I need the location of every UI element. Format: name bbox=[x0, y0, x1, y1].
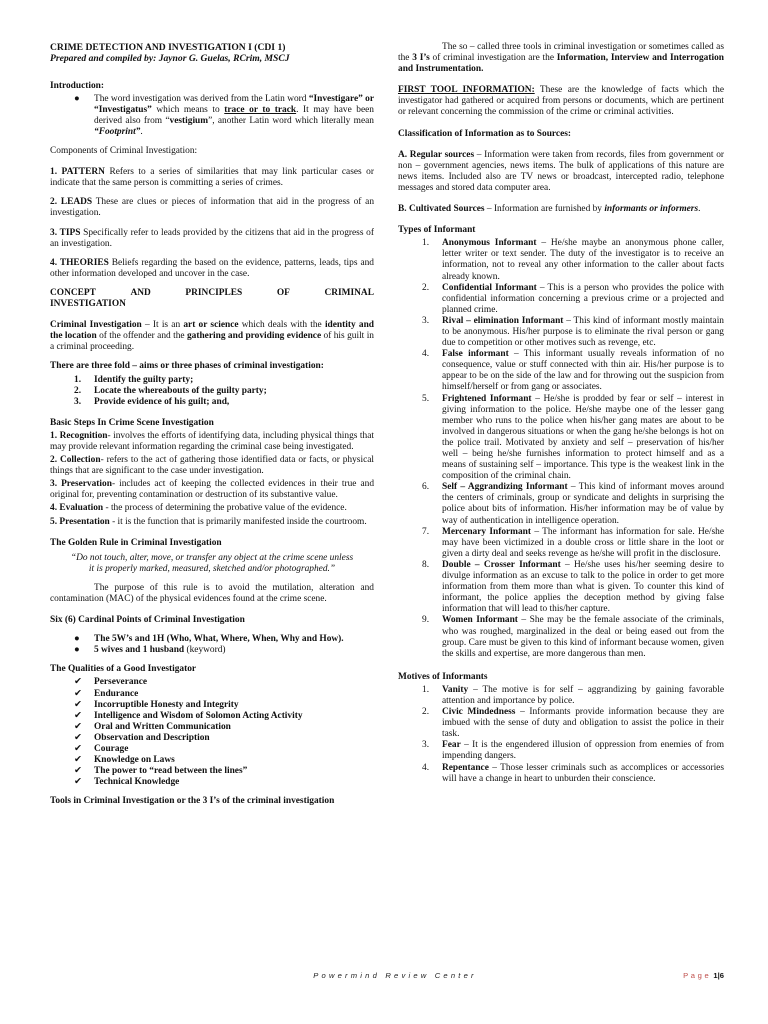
list-item: 1. Vanity – The motive is for self – aggrandizing by gaining favorable attention and importance by police. bbox=[422, 684, 724, 706]
cultivated-sources: B. Cultivated Sources – Information are furnished by informants or informers. bbox=[398, 204, 701, 215]
step-presentation: 5. Presentation - it is the function that is primarily manifested inside the courtroom. bbox=[50, 516, 367, 527]
list-item: 2. Civic Mindedness – Informants provide information because they are imbued with the sense of duty and obligation to assist the police in their task. bbox=[422, 707, 724, 740]
classification-heading: Classification of Information as to Sources: bbox=[398, 128, 571, 139]
list-item: 3. Provide evidence of his guilt; and, bbox=[74, 396, 230, 407]
qualities-list bbox=[50, 677, 374, 788]
cardinal-list bbox=[50, 634, 374, 656]
list-item: 1. Identify the guilty party; bbox=[74, 374, 194, 385]
checkmark-icon: ✔ bbox=[74, 755, 82, 766]
criminal-investigation-definition: Criminal Investigation – It is an art or science which deals with the identity and the location of the offender and the gathering and providing evidence of his guilt in a criminal proceeding. bbox=[50, 320, 374, 353]
list-item: 2. Locate the whereabouts of the guilty party; bbox=[74, 385, 267, 396]
checkmark-icon: ✔ bbox=[74, 677, 82, 688]
list-item: 4. Repentance – Those lesser criminals such as accomplices or accessories will have a change in heart to unburden their conscience. bbox=[422, 762, 724, 784]
list-item: ✔ Incorruptible Honesty and Integrity bbox=[74, 699, 239, 710]
list-item: ✔ Knowledge on Laws bbox=[74, 755, 175, 766]
informant-types-heading: Types of Informant bbox=[398, 225, 476, 236]
list-item: 1. Anonymous Informant – He/she maybe an anonymous phone caller, letter writer or text sender. The duty of the investigator is to receive an information, not to reveal any other information to the caller about facts already known. bbox=[422, 238, 724, 282]
list-item: 4. False informant – This informant usually reveals information of no consequence, value or stuff connected with thin air. His/her purpose is to appear to be on the side of the law and for throwing out the suspicion from himself/herself or from gang or associates. bbox=[422, 349, 725, 393]
list-item: ● 5 wives and 1 husband (keyword) bbox=[74, 645, 226, 656]
qualities-heading: The Qualities of a Good Investigator bbox=[50, 664, 197, 675]
golden-rule-quote: “Do not touch, alter, move, or transfer any object at the crime scene unless it is properly marked, measured, sketched and/or photographed.” bbox=[70, 552, 354, 574]
list-item: ✔ Technical Knowledge bbox=[74, 777, 180, 788]
informant-types-list bbox=[398, 238, 724, 660]
checkmark-icon: ✔ bbox=[74, 744, 82, 755]
cardinal-heading: Six (6) Cardinal Points of Criminal Investigation bbox=[50, 615, 245, 626]
list-item: ✔ Endurance bbox=[74, 688, 139, 699]
footer-center-text: Powermind Review Center bbox=[313, 971, 477, 980]
document-title: CRIME DETECTION AND INVESTIGATION I (CDI 1) bbox=[50, 42, 286, 53]
component-pattern: 1. PATTERN Refers to a series of similarities that may link particular cases or indicate that the same person is committing a series of crimes. bbox=[50, 167, 374, 189]
components-heading: Components of Criminal Investigation: bbox=[50, 146, 198, 157]
first-tool-paragraph: FIRST TOOL INFORMATION: These are the knowledge of facts which the investigator had gathered or acquired from persons or documents, which are pertinent or relevant concerning the commission of the crime or criminal activities. bbox=[398, 85, 724, 118]
bullet-icon: ● bbox=[74, 645, 80, 656]
concept-heading: CONCEPT AND PRINCIPLES OF CRIMINAL bbox=[50, 287, 374, 298]
checkmark-icon: ✔ bbox=[74, 777, 82, 788]
list-item: 6. Self – Aggrandizing Informant – This kind of informant moves around the centers of criminals, group or syndicate and delights in surprising the police about bits of information. His/her information may be of value by way of authentication in intelligence operation. bbox=[422, 482, 725, 526]
component-leads: 2. LEADS These are clues or pieces of information that aid in the progress of an investigation. bbox=[50, 197, 375, 219]
right-column bbox=[398, 42, 724, 793]
step-recognition: 1. Recognition- involves the efforts of identifying data, including physical things that may provide relevant information regarding the criminal case being investigated. bbox=[50, 430, 374, 452]
list-item: ✔ Perseverance bbox=[74, 677, 148, 688]
tools-heading: Tools in Criminal Investigation or the 3 I’s of the criminal investigation bbox=[50, 796, 335, 807]
list-item: ✔ Courage bbox=[74, 744, 129, 755]
list-item: ✔ Observation and Description bbox=[74, 732, 210, 743]
checkmark-icon: ✔ bbox=[74, 766, 82, 777]
golden-rule-heading: The Golden Rule in Criminal Investigation bbox=[50, 537, 222, 548]
regular-sources: A. Regular sources – Information were taken from records, files from government or non – government agencies, news items. The bulk of applications of this nature are news items. Included also are TV news or broadcast, intercepted radio, telephone messages and stored data computer area. bbox=[398, 149, 724, 193]
component-theories: 4. THEORIES Beliefs regarding the based on the evidence, patterns, leads, tips and other information developed and uncover in the case. bbox=[50, 257, 374, 279]
checkmark-icon: ✔ bbox=[74, 710, 82, 721]
list-item: 5. Frightened Informant – He/she is prodded by fear or self – interest in giving information to the police. He/she maybe one of the lesser gang member who runs to the police when his/her gang mates are about to be involved in dangerous situations or when the gang he/she belongs is hot on the police trail. Motivated by anxiety and self – preservation of his/her well – being he/she furnishes information to protect himself and as a means of sustaining self – importance. This type is the weakest link in the composition of the criminal chain. bbox=[422, 393, 724, 482]
threefold-heading: There are three fold – aims or three phases of criminal investigation: bbox=[50, 361, 324, 372]
list-item: 3. Fear – It is the engendered illusion of oppression from enemies of from impending dangers. bbox=[422, 740, 724, 762]
intro-list bbox=[50, 94, 374, 138]
step-collection: 2. Collection- refers to the act of gathering those identified data or facts, or physical things that are significant to the case under investigation. bbox=[50, 455, 374, 477]
list-item: 7. Mercenary Informant – The informant has information for sale. He/she may have been victimized in a double cross or little share in the loot or given a dirty deal and seeks revenge as he/she will profit in the disclosure. bbox=[422, 526, 724, 559]
intro-heading: Introduction: bbox=[50, 80, 105, 91]
step-preservation: 3. Preservation- includes act of keeping the collected evidences in their true and original for, preventing contamination or destruction of its substantive value. bbox=[50, 479, 375, 501]
intro-paragraph: ● The word investigation was derived from the Latin word “Investigare” or “Investigatus” which means to trace or to track. It may have been derived also from “vestigium”, another Latin word which literally mean “Footprint”. bbox=[74, 93, 374, 137]
tools-paragraph: The so – called three tools in criminal investigation or sometimes called as the 3 I’s of criminal investigation are the Information, Interview and Interrogation and Instrumentation. bbox=[398, 42, 724, 75]
checkmark-icon: ✔ bbox=[74, 688, 82, 699]
list-item: 2. Confidential Informant – This is a person who provides the police with confidential information concerning a previous crime or a projected and planned crime. bbox=[422, 282, 724, 315]
list-item: ✔ The power to “read between the lines” bbox=[74, 766, 248, 777]
left-column bbox=[50, 42, 374, 810]
motives-heading: Motives of Informants bbox=[398, 671, 488, 682]
bullet-icon: ● bbox=[74, 93, 80, 104]
checkmark-icon: ✔ bbox=[74, 732, 82, 743]
basic-steps-heading: Basic Steps In Crime Scene Investigation bbox=[50, 417, 214, 428]
component-tips: 3. TIPS Specifically refer to leads provided by the citizens that aid in the progress of an investigation. bbox=[50, 227, 374, 249]
list-item: 9. Women Informant – She may be the female associate of the criminals, who was roughed, marginalized in the deal or being eased out from the group. Care must be given to this kind of informant because women, given the skills and expertise, are more dangerous than men. bbox=[422, 615, 724, 659]
motives-list bbox=[398, 685, 724, 785]
bullet-icon: ● bbox=[74, 634, 80, 645]
list-item: ● The 5W’s and 1H (Who, What, Where, When, Why and How). bbox=[74, 634, 344, 645]
threefold-list bbox=[50, 375, 374, 408]
list-item: 8. Double – Crosser Informant – He/she uses his/her seeming desire to divulge information as an excuse to talk to the police in order to get more information from them more than what is given. To counter this kind of informant, the police applies the deception method by giving false information that will lead to this/her capture. bbox=[422, 559, 724, 615]
golden-rule-purpose: The purpose of this rule is to avoid the mutilation, alteration and contamination (MAC) of the physical evidences found at the crime scene. bbox=[50, 582, 374, 604]
list-item: ✔ Oral and Written Communication bbox=[74, 721, 231, 732]
concept-heading-line2: INVESTIGATION bbox=[50, 299, 126, 310]
step-evaluation: 4. Evaluation - the process of determining the probative value of the evidence. bbox=[50, 503, 347, 514]
page-number: Page 1|6 bbox=[683, 971, 724, 980]
checkmark-icon: ✔ bbox=[74, 721, 82, 732]
list-item: 3. Rival – elimination Informant – This kind of informant mostly maintain to be anonymous. His/her purpose is to eliminate the rival person or gang due to competition or other motives such as revenge, etc. bbox=[422, 315, 724, 349]
list-item: ✔ Intelligence and Wisdom of Solomon Acting Activity bbox=[74, 710, 303, 721]
document-author: Prepared and compiled by: Jaynor G. Guelas, RCrim, MSCJ bbox=[50, 53, 290, 65]
checkmark-icon: ✔ bbox=[74, 699, 82, 710]
